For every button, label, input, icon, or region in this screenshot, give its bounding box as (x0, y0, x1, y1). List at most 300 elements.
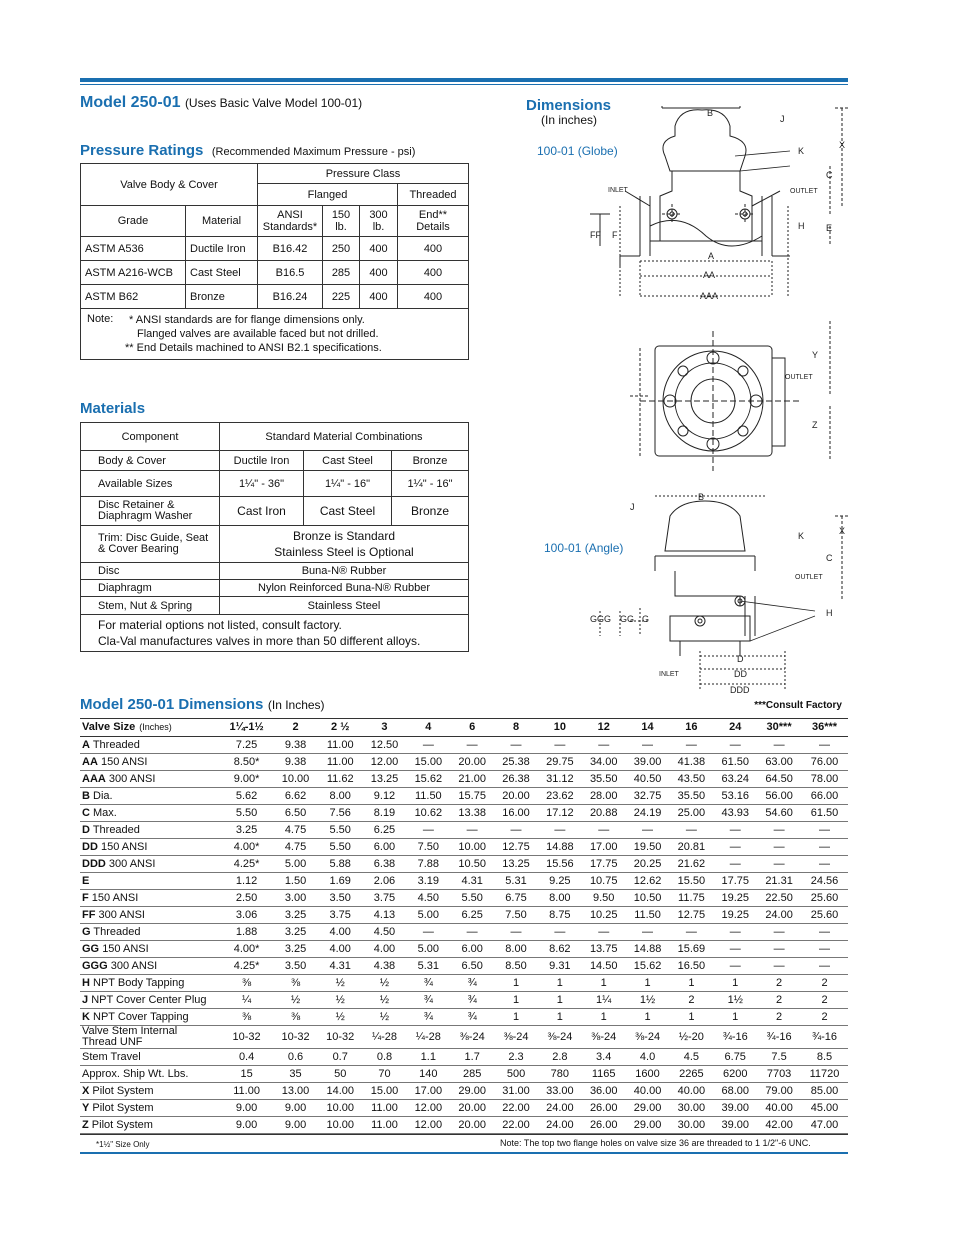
size-header-cell: 8 (494, 719, 538, 736)
value-cell: — (538, 736, 582, 753)
value-cell: 3.50 (318, 889, 363, 906)
value-cell: 6.75 (494, 889, 538, 906)
disc-retainer-bronze: Bronze (392, 497, 469, 526)
value-cell: 10.00 (450, 838, 494, 855)
value-cell: — (538, 821, 582, 838)
value-cell: 43.93 (713, 804, 757, 821)
note-line-3: ** End Details machined to ANSI B2.1 specifications. (125, 342, 382, 354)
value-cell: — (801, 821, 848, 838)
value-cell: ¼-28 (363, 1025, 407, 1048)
row-label (80, 753, 220, 770)
material-cell: Ductile Iron (186, 237, 258, 261)
row-key: E (82, 874, 90, 887)
row-label (80, 872, 220, 889)
value-cell: ¼-28 (406, 1025, 450, 1048)
end-cell: 400 (398, 285, 469, 309)
row-label (80, 889, 220, 906)
label-A: A (708, 251, 715, 261)
h-body-cover: Valve Body & Cover (81, 164, 258, 206)
value-cell: 4.50 (406, 889, 450, 906)
value-cell: 10-32 (273, 1025, 318, 1048)
label-K: K (798, 146, 805, 156)
row-desc: 150 ANSI (100, 840, 148, 853)
value-cell: 61.50 (801, 804, 848, 821)
trim-value (220, 526, 469, 563)
value-cell: 25.38 (494, 753, 538, 770)
value-cell: 40.00 (757, 1099, 801, 1116)
value-cell: 1.50 (273, 872, 318, 889)
value-cell: ⅜ (220, 1008, 273, 1025)
value-cell: 780 (538, 1065, 582, 1082)
note-line-2: Flanged valves are available faced but not drilled. (137, 328, 379, 340)
value-cell: 6200 (713, 1065, 757, 1082)
value-cell: 20.25 (626, 855, 670, 872)
value-cell: 21.31 (757, 872, 801, 889)
trim-optional: Stainless Steel is Optional (274, 545, 414, 559)
value-cell: 4.25* (220, 957, 273, 974)
row-key: AAA (82, 772, 106, 785)
note-line-1: * ANSI standards are for flange dimensions only. (129, 314, 365, 326)
value-cell: 12.00 (406, 1099, 450, 1116)
value-cell: 11.00 (318, 753, 363, 770)
value-cell: 20.00 (450, 1099, 494, 1116)
diaphragm-label: Diaphragm (81, 580, 220, 597)
row-key: F (82, 891, 89, 904)
value-cell: 25.60 (801, 906, 848, 923)
value-cell: 29.75 (538, 753, 582, 770)
value-cell: 11720 (801, 1065, 848, 1082)
size-header-cell: 30*** (757, 719, 801, 736)
value-cell: 1 (669, 974, 713, 991)
value-cell: 15.00 (363, 1082, 407, 1099)
row-desc: Valve Stem Internal Thread UNF (82, 1024, 178, 1048)
angle-label: 100-01 (Angle) (544, 541, 624, 555)
value-cell: 43.50 (669, 770, 713, 787)
value-cell: 63.24 (713, 770, 757, 787)
table-row (80, 1025, 848, 1048)
row-desc: Stem Travel (82, 1050, 141, 1063)
label-C: C (826, 170, 833, 180)
label-FF: FF (590, 230, 601, 240)
bottom-rule (80, 1152, 848, 1154)
diaphragm-value: Nylon Reinforced Buna-N® Rubber (220, 580, 469, 597)
value-cell: 10-32 (318, 1025, 363, 1048)
value-cell: 1½ (713, 991, 757, 1008)
value-cell: ⅜-24 (538, 1025, 582, 1048)
value-cell: — (538, 923, 582, 940)
material-cell: Bronze (186, 285, 258, 309)
value-cell: 1.7 (450, 1048, 494, 1065)
value-cell: 7.50 (494, 906, 538, 923)
label-GG: GG (620, 614, 635, 624)
value-cell: — (450, 736, 494, 753)
value-cell: 2.06 (363, 872, 407, 889)
value-cell: 79.00 (757, 1082, 801, 1099)
size-header-cell: 36*** (801, 719, 848, 736)
value-cell: ⅜-24 (582, 1025, 626, 1048)
body-cover-label: Body & Cover (81, 451, 220, 471)
pressure-note (81, 309, 469, 360)
value-cell: 33.00 (538, 1082, 582, 1099)
value-cell: 6.50 (450, 957, 494, 974)
row-key: G (82, 925, 91, 938)
value-cell: 3.75 (363, 889, 407, 906)
value-cell: 15.00 (406, 753, 450, 770)
value-cell: — (801, 855, 848, 872)
value-cell: 40.50 (626, 770, 670, 787)
value-cell: 10.50 (450, 855, 494, 872)
value-cell: 12.50 (363, 736, 407, 753)
value-cell: 15.69 (669, 940, 713, 957)
value-cell: 13.25 (363, 770, 407, 787)
value-cell: 5.50 (318, 838, 363, 855)
h-flanged: Flanged (258, 184, 398, 206)
value-cell: — (450, 923, 494, 940)
end-view-drawing (630, 321, 830, 471)
value-cell: 1.12 (220, 872, 273, 889)
value-cell: 35.50 (582, 770, 626, 787)
available-sizes-label: Available Sizes (81, 471, 220, 497)
value-cell: 64.50 (757, 770, 801, 787)
size-header-cell: 14 (626, 719, 670, 736)
row-desc: Pilot System (91, 1118, 153, 1131)
value-cell: ½ (363, 974, 407, 991)
row-label (80, 974, 220, 991)
value-cell: — (713, 940, 757, 957)
top-rule (80, 78, 848, 82)
row-label (80, 1099, 220, 1116)
value-cell: 6.62 (273, 787, 318, 804)
value-cell: 19.25 (713, 889, 757, 906)
value-cell: ½ (363, 1008, 407, 1025)
disc-label: Disc (81, 563, 220, 580)
table-row (81, 237, 469, 261)
size-header-cell: 12 (582, 719, 626, 736)
value-cell: 1½ (626, 991, 670, 1008)
value-cell: 5.62 (220, 787, 273, 804)
value-cell: 9.38 (273, 753, 318, 770)
valve-dimension-drawings (580, 96, 855, 706)
ansi-cell: B16.42 (258, 237, 323, 261)
label-D: D (737, 654, 744, 664)
value-cell: 1600 (626, 1065, 670, 1082)
disc-retainer-label: Disc Retainer & Diaphragm Washer (81, 497, 220, 526)
value-cell: 3.4 (582, 1048, 626, 1065)
stem-label: Stem, Nut & Spring (81, 597, 220, 615)
value-cell: 1 (626, 974, 670, 991)
value-cell: ½ (363, 991, 407, 1008)
row-desc: Threaded (93, 925, 141, 938)
size-steel: 1¼" - 16" (304, 471, 392, 497)
value-cell: 31.00 (494, 1082, 538, 1099)
row-label (80, 804, 220, 821)
row-key: K (82, 1010, 90, 1023)
value-cell: 0.4 (220, 1048, 273, 1065)
end-cell: 400 (398, 261, 469, 285)
label-G: G (642, 614, 650, 624)
value-cell: 2.8 (538, 1048, 582, 1065)
row-desc: 300 ANSI (98, 908, 145, 921)
label-H: H (798, 221, 805, 231)
value-cell: — (626, 736, 670, 753)
h-grade: Grade (81, 206, 186, 237)
row-label (80, 736, 220, 753)
grade-cell: ASTM B62 (81, 285, 186, 309)
value-cell: — (757, 736, 801, 753)
stem-value: Stainless Steel (220, 597, 469, 615)
label-DD: DD (734, 669, 747, 679)
value-cell: — (582, 821, 626, 838)
row-key: B (82, 789, 90, 802)
row-desc: Approx. Ship Wt. Lbs. (82, 1067, 189, 1080)
footnote-flange-holes: Note: The top two flange holes on valve size 36 are threaded to 1 1/2"-6 UNC. (500, 1138, 811, 1148)
value-cell: 1.1 (406, 1048, 450, 1065)
value-cell: ¾ (406, 1008, 450, 1025)
label-J: J (780, 114, 785, 124)
value-cell: 42.00 (757, 1116, 801, 1133)
value-cell: 10.50 (626, 889, 670, 906)
p300-cell: 400 (360, 261, 398, 285)
value-cell: 32.75 (626, 787, 670, 804)
row-label (80, 906, 220, 923)
valve-size-label: Valve Size (82, 721, 136, 734)
value-cell: 4.13 (363, 906, 407, 923)
table-row (80, 1082, 848, 1099)
value-cell: 3.75 (318, 906, 363, 923)
value-cell: — (757, 855, 801, 872)
table-row (80, 974, 848, 991)
value-cell: ¾ (406, 991, 450, 1008)
value-cell: 14.88 (626, 940, 670, 957)
row-label (80, 855, 220, 872)
value-cell: 30.00 (669, 1116, 713, 1133)
value-cell: 34.00 (582, 753, 626, 770)
value-cell: ⅜-24 (494, 1025, 538, 1048)
value-cell: 19.50 (626, 838, 670, 855)
value-cell: 2 (757, 1008, 801, 1025)
size-header-cell: 16 (669, 719, 713, 736)
label-AAA: AAA (700, 291, 719, 301)
size-header-cell: 4 (406, 719, 450, 736)
value-cell: 2 (801, 991, 848, 1008)
value-cell: ½ (273, 991, 318, 1008)
value-cell: 3.19 (406, 872, 450, 889)
label-B-angle: B (698, 492, 705, 502)
row-desc: 300 ANSI (108, 772, 156, 785)
row-desc: 150 ANSI (100, 755, 148, 768)
valve-size-header (80, 719, 220, 736)
value-cell: 4.0 (626, 1048, 670, 1065)
value-cell: 4.00 (318, 940, 363, 957)
material-steel: Cast Steel (304, 451, 392, 471)
value-cell: 7.25 (220, 736, 273, 753)
p300-cell: 400 (360, 237, 398, 261)
row-key: Y (82, 1101, 90, 1114)
table-row (80, 889, 848, 906)
disc-value: Buna-N® Rubber (220, 563, 469, 580)
value-cell: 0.7 (318, 1048, 363, 1065)
dimensions-table-title: Model 250-01 Dimensions (80, 696, 264, 713)
table-header-row (80, 719, 848, 736)
value-cell: 14.50 (582, 957, 626, 974)
value-cell: 7.50 (406, 838, 450, 855)
value-cell: 10.00 (318, 1116, 363, 1133)
value-cell: 39.00 (713, 1116, 757, 1133)
value-cell: 41.38 (669, 753, 713, 770)
value-cell: 17.75 (582, 855, 626, 872)
table-row (80, 787, 848, 804)
consult-factory-note: ***Consult Factory (754, 700, 842, 711)
value-cell: ¾ (450, 1008, 494, 1025)
value-cell: 1.69 (318, 872, 363, 889)
label-outlet-end: OUTLET (785, 374, 813, 381)
value-cell: 5.50 (220, 804, 273, 821)
value-cell: 4.00 (363, 940, 407, 957)
row-key: C (82, 806, 90, 819)
h-component: Component (81, 423, 220, 451)
label-DDD: DDD (730, 685, 750, 695)
pressure-subtitle: (Recommended Maximum Pressure - psi) (211, 146, 416, 158)
value-cell: 3.25 (273, 906, 318, 923)
value-cell: 11.50 (406, 787, 450, 804)
value-cell: — (582, 923, 626, 940)
value-cell: ¾ (450, 991, 494, 1008)
value-cell: — (582, 736, 626, 753)
value-cell: 9.31 (538, 957, 582, 974)
value-cell: 15.62 (626, 957, 670, 974)
label-Z: Z (812, 420, 818, 430)
table-row (80, 753, 848, 770)
row-label (80, 1048, 220, 1065)
top-rule-thin (80, 84, 848, 85)
table-row (80, 855, 848, 872)
table-row (80, 736, 848, 753)
value-cell: — (669, 923, 713, 940)
table-row (80, 940, 848, 957)
value-cell: ¾-16 (757, 1025, 801, 1048)
value-cell: 29.00 (626, 1099, 670, 1116)
value-cell: 50 (318, 1065, 363, 1082)
value-cell: — (801, 736, 848, 753)
value-cell: 20.88 (582, 804, 626, 821)
value-cell: 500 (494, 1065, 538, 1082)
value-cell: 9.00 (220, 1099, 273, 1116)
value-cell: — (669, 821, 713, 838)
grade-cell: ASTM A536 (81, 237, 186, 261)
value-cell: 6.25 (450, 906, 494, 923)
model-title: Model 250-01 (80, 94, 181, 111)
value-cell: — (494, 736, 538, 753)
p150-cell: 250 (323, 237, 360, 261)
value-cell: 4.5 (669, 1048, 713, 1065)
h-ansi: ANSI Standards* (258, 206, 323, 237)
value-cell: 24.00 (538, 1116, 582, 1133)
value-cell: 8.62 (538, 940, 582, 957)
h-threaded: Threaded (398, 184, 469, 206)
value-cell: 8.75 (538, 906, 582, 923)
materials-foot-1: For material options not listed, consult factory. (98, 618, 342, 632)
value-cell: 8.50* (220, 753, 273, 770)
table-row (80, 1116, 848, 1133)
value-cell: 8.00 (318, 787, 363, 804)
value-cell: — (801, 940, 848, 957)
table-row (80, 991, 848, 1008)
value-cell: 78.00 (801, 770, 848, 787)
row-desc: NPT Body Tapping (93, 976, 185, 989)
value-cell: 3.50 (273, 957, 318, 974)
row-label (80, 1025, 220, 1048)
row-label (80, 957, 220, 974)
value-cell: 26.00 (582, 1099, 626, 1116)
value-cell: 9.12 (363, 787, 407, 804)
table-row (80, 957, 848, 974)
value-cell: ½ (318, 974, 363, 991)
value-cell: 5.31 (494, 872, 538, 889)
value-cell: 6.25 (363, 821, 407, 838)
table-row (80, 770, 848, 787)
value-cell: 7.56 (318, 804, 363, 821)
material-bronze: Bronze (392, 451, 469, 471)
p300-cell: 400 (360, 285, 398, 309)
value-cell: 2 (801, 974, 848, 991)
row-desc: Dia. (93, 789, 113, 802)
row-desc: Threaded (92, 738, 140, 751)
table-row (80, 804, 848, 821)
value-cell: 6.00 (363, 838, 407, 855)
value-cell: 1 (582, 974, 626, 991)
value-cell: ½ (318, 991, 363, 1008)
row-desc: NPT Cover Tapping (93, 1010, 189, 1023)
value-cell: 29.00 (626, 1116, 670, 1133)
value-cell: — (406, 923, 450, 940)
value-cell: 11.00 (220, 1082, 273, 1099)
label-inlet-angle: INLET (659, 671, 679, 678)
value-cell: 1 (626, 1008, 670, 1025)
row-label (80, 1008, 220, 1025)
value-cell: 17.12 (538, 804, 582, 821)
value-cell: 15.50 (669, 872, 713, 889)
value-cell: ¾-16 (713, 1025, 757, 1048)
value-cell: 26.38 (494, 770, 538, 787)
value-cell: 9.25 (538, 872, 582, 889)
row-label (80, 1065, 220, 1082)
trim-label: Trim: Disc Guide, Seat & Cover Bearing (81, 526, 220, 563)
size-header-cell: 1¼-1½ (220, 719, 273, 736)
value-cell: 61.50 (713, 753, 757, 770)
value-cell: 35 (273, 1065, 318, 1082)
value-cell: 8.00 (494, 940, 538, 957)
value-cell: 40.00 (626, 1082, 670, 1099)
pressure-table (80, 163, 469, 360)
ansi-cell: B16.24 (258, 285, 323, 309)
h-combos: Standard Material Combinations (220, 423, 469, 451)
value-cell: 9.00 (273, 1116, 318, 1133)
value-cell: 39.00 (713, 1099, 757, 1116)
value-cell: 30.00 (669, 1099, 713, 1116)
value-cell: 4.00 (318, 923, 363, 940)
row-key: H (82, 976, 90, 989)
value-cell: — (757, 821, 801, 838)
value-cell: — (757, 957, 801, 974)
label-E: E (826, 223, 833, 233)
value-cell: — (713, 838, 757, 855)
value-cell: 9.50 (582, 889, 626, 906)
value-cell: 29.00 (450, 1082, 494, 1099)
value-cell: 12.00 (363, 753, 407, 770)
value-cell: 35.50 (669, 787, 713, 804)
value-cell: 39.00 (626, 753, 670, 770)
value-cell: 10.00 (318, 1099, 363, 1116)
